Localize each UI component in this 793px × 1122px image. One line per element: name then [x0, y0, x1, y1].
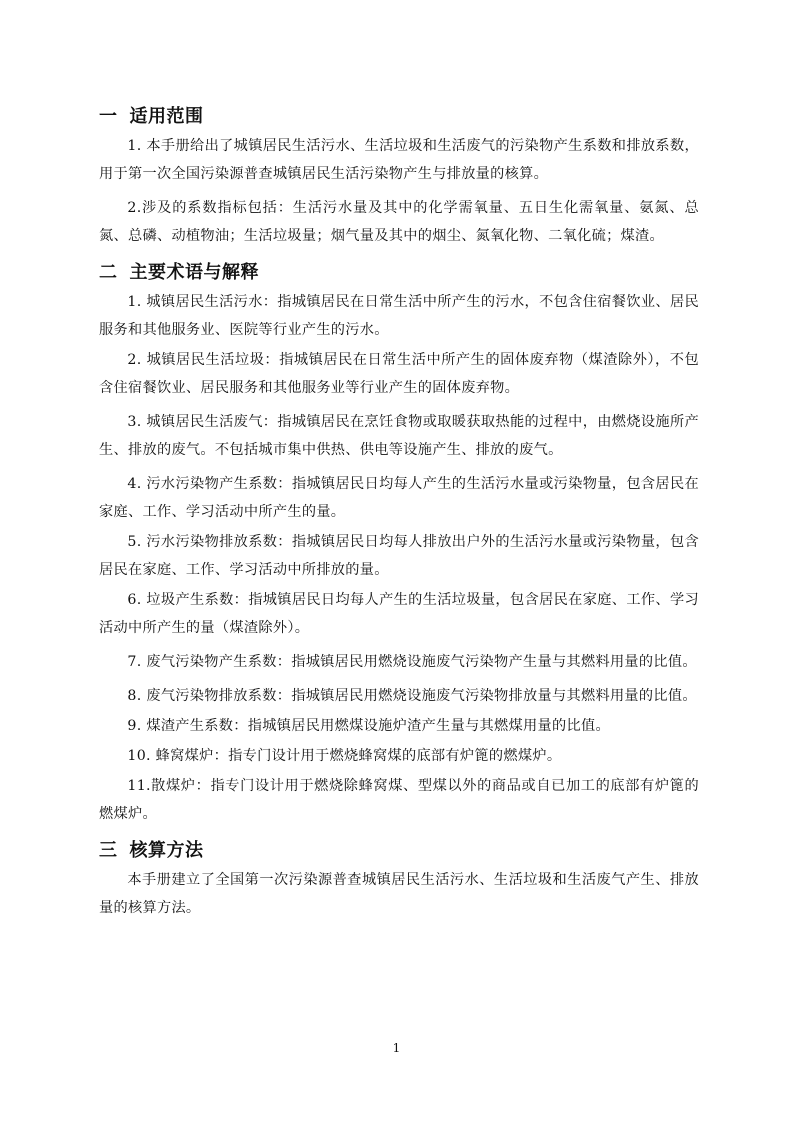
paragraph: 2.涉及的系数指标包括：生活污水量及其中的化学需氧量、五日生化需氧量、氨氮、总氮、总磷、动植物油；生活垃圾量；烟气量及其中的烟尘、氮氧化物、二氧化硫；煤渣。 — [99, 200, 699, 244]
term-paragraph: 8. 废气污染物排放系数：指城镇居民用燃烧设施废气污染物排放量与其燃料用量的比值。 — [127, 688, 697, 704]
section-title: 核算方法 — [129, 840, 204, 861]
page-number: 1 — [392, 1041, 401, 1055]
term-paragraph: 10. 蜂窝煤炉：指专门设计用于燃烧蜂窝煤的底部有炉篦的燃煤炉。 — [127, 748, 562, 764]
section-number: 一 — [99, 106, 118, 127]
section-title: 适用范围 — [129, 106, 204, 127]
document-body — [99, 104, 699, 922]
section-number: 二 — [99, 262, 118, 283]
term-paragraph: 6. 垃圾产生系数：指城镇居民日均每人产生的生活垃圾量，包含居民在家庭、工作、学习活动中所产生的量（煤渣除外）。 — [99, 592, 699, 636]
term-paragraph: 5. 污水污染物排放系数：指城镇居民日均每人排放出户外的生活污水量或污染物量，包含居民在家庭、工作、学习活动中所排放的量。 — [99, 534, 699, 578]
section-heading-scope — [99, 104, 699, 130]
term-paragraph: 3. 城镇居民生活废气：指城镇居民在烹饪食物或取暖获取热能的过程中，由燃烧设施所产生、排放的废气。不包括城市集中供热、供电等设施产生、排放的废气。 — [99, 414, 699, 458]
paragraph: 1. 本手册给出了城镇居民生活污水、生活垃圾和生活废气的污染物产生系数和排放系数，用于第一次全国污染源普查城镇居民生活污染物产生与排放量的核算。 — [99, 138, 699, 182]
term-paragraph: 11.散煤炉：指专门设计用于燃烧除蜂窝煤、型煤以外的商品或自已加工的底部有炉篦的燃煤炉。 — [99, 778, 699, 822]
paragraph: 本手册建立了全国第一次污染源普查城镇居民生活污水、生活垃圾和生活废气产生、排放量的核算方法。 — [99, 872, 699, 916]
section-heading-terms — [99, 260, 699, 286]
term-paragraph: 4. 污水污染物产生系数：指城镇居民日均每人产生的生活污水量或污染物量，包含居民在家庭、工作、学习活动中所产生的量。 — [99, 476, 699, 520]
term-paragraph: 2. 城镇居民生活垃圾：指城镇居民在日常生活中所产生的固体废弃物（煤渣除外），不包含住宿餐饮业、居民服务和其他服务业等行业产生的固体废弃物。 — [99, 352, 699, 396]
term-paragraph: 7. 废气污染物产生系数：指城镇居民用燃烧设施废气污染物产生量与其燃料用量的比值。 — [127, 654, 697, 670]
term-paragraph: 9. 煤渣产生系数：指城镇居民用燃煤设施炉渣产生量与其燃煤用量的比值。 — [127, 718, 610, 734]
section-number: 三 — [99, 840, 118, 861]
section-title: 主要术语与解释 — [129, 262, 259, 283]
term-paragraph: 1. 城镇居民生活污水：指城镇居民在日常生活中所产生的污水，不包含住宿餐饮业、居民服务和其他服务业、医院等行业产生的污水。 — [99, 294, 699, 338]
section-heading-method — [99, 838, 699, 864]
